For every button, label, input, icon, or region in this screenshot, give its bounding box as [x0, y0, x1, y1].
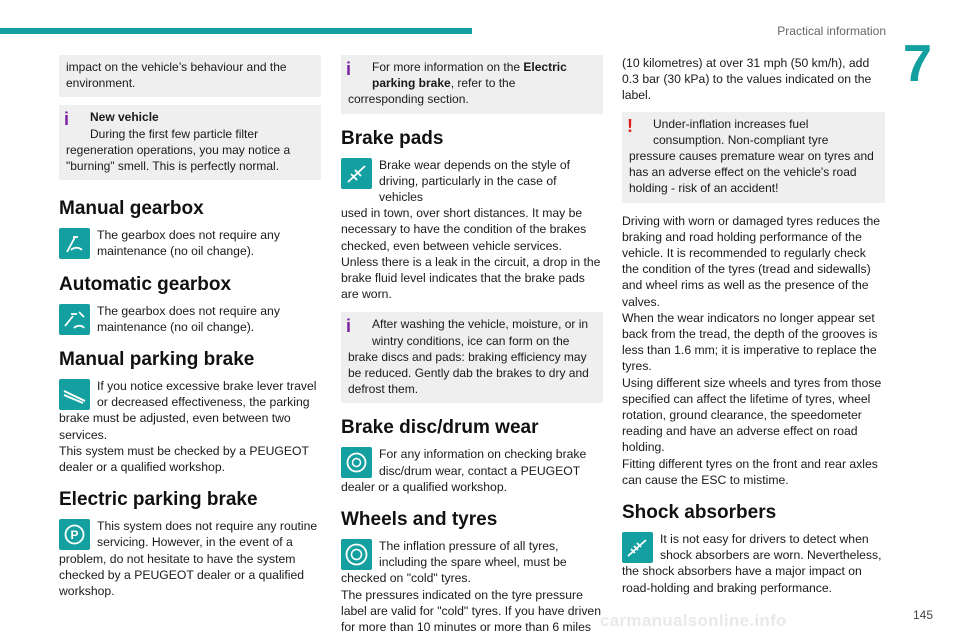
watermark: carmanualsonline.info	[600, 611, 787, 630]
note-box-environment	[59, 55, 321, 97]
text: Unless there is a leak in the circuit, a drop in the brake fluid level indicates that the brake pads are worn.	[341, 254, 601, 302]
text: For any information on checking brake disc/drum wear, contact a PEUGEOT	[379, 447, 587, 478]
info-text: regeneration operations, you may notice a "burning" smell. This is perfectly normal.	[66, 142, 291, 174]
text: brake must be adjusted, even between two services.	[59, 411, 291, 442]
column-3	[622, 55, 885, 596]
paragraph-manual-gearbox	[59, 227, 321, 259]
info-box-new-vehicle	[59, 105, 321, 180]
text: (10 kilometres) at over 31 mph (50 km/h), add 0.3 bar (30 kPa) to the values indicated on the label.	[622, 56, 872, 103]
info-text: corresponding section.	[348, 92, 469, 107]
column-1	[59, 55, 321, 599]
paragraph-wheels	[341, 538, 603, 570]
info-icon: i	[346, 59, 352, 79]
chapter-number: 7	[903, 35, 932, 93]
parking-brake-lever-icon	[59, 379, 90, 410]
text: If you notice excessive brake lever travel or decreased effectiveness, the parking	[97, 379, 317, 410]
warning-icon: !	[627, 115, 633, 136]
heading-brake-pads: Brake pads	[341, 127, 444, 149]
info-icon: i	[64, 109, 70, 130]
link-text: Electric parking brake	[372, 60, 567, 91]
paragraph-shock-absorbers	[622, 531, 885, 563]
paragraph-electric-parking-brake	[59, 518, 321, 550]
svg-text:P: P	[70, 528, 79, 543]
text: This system must be checked by a PEUGEOT dealer or a qualified workshop.	[59, 443, 309, 475]
warning-box-underinflation	[622, 112, 885, 203]
info-title: New vehicle	[90, 110, 159, 125]
text: For more information on the	[372, 60, 524, 74]
info-box-electric-brake	[341, 55, 603, 114]
info-text: brake discs and pads: braking efficiency may be reduced. Gently dab the brakes to dry and defrost them.	[348, 349, 589, 397]
heading-electric-parking-brake: Electric parking brake	[59, 489, 258, 511]
paragraph-manual-parking-brake	[59, 378, 321, 410]
shock-absorber-icon	[622, 532, 653, 563]
heading-manual-parking-brake: Manual parking brake	[59, 349, 255, 371]
brake-pads-icon	[341, 158, 372, 189]
heading-manual-gearbox: Manual gearbox	[59, 198, 204, 220]
page-number: 145	[913, 608, 934, 622]
text: Fitting different tyres on the front and rear axles can cause the ESC to mistime.	[622, 456, 878, 487]
info-icon: i	[346, 316, 352, 337]
text: The gearbox does not require any maintenance (no oil change).	[97, 303, 280, 334]
text: The gearbox does not require any maintenance (no oil change).	[97, 228, 280, 259]
info-line	[348, 59, 596, 91]
warning-text: pressure causes premature wear on tyres and has an adverse effect on the vehicle's road holding - risk of an accident!	[629, 149, 874, 196]
paragraph-brake-disc	[341, 446, 603, 478]
section-title: Practical information	[777, 24, 886, 38]
text: dealer or a qualified workshop.	[341, 479, 507, 494]
text: The pressures indicated on the tyre pressure label are valid for "cold" tyres. If you have driven for more than 10 minutes or more than 6 miles	[341, 587, 601, 635]
text: problem, do not hesitate to have the system checked by a PEUGEOT dealer or a qualified workshop.	[59, 551, 305, 599]
tyre-icon	[341, 539, 372, 570]
automatic-gearbox-icon	[59, 304, 90, 335]
info-line: After washing the vehicle, moisture, or in wintry conditions, ice can form on the	[372, 317, 589, 348]
info-box-washing	[341, 312, 603, 403]
text: It is not easy for drivers to detect when shock absorbers are worn. Nevertheless,	[660, 532, 882, 563]
warning-line: Under-inflation increases fuel consumption. Non-compliant tyre	[653, 116, 829, 147]
text: This system does not require any routine servicing. However, in the event of a	[97, 519, 318, 550]
column-2	[341, 55, 603, 635]
heading-shock-absorbers: Shock absorbers	[622, 502, 777, 524]
heading-wheels-tyres: Wheels and tyres	[341, 509, 498, 531]
header-accent-bar	[0, 28, 472, 34]
text: The inflation pressure of all tyres, including the spare wheel, must be	[379, 539, 567, 570]
text: , refer to the	[450, 76, 516, 91]
text: checked on "cold" tyres.	[341, 571, 471, 586]
info-line: During the first few particle filter	[90, 126, 259, 141]
electric-parking-brake-icon	[59, 519, 90, 550]
paragraph-automatic-gearbox	[59, 303, 321, 335]
text: used in town, over short distances. It may be necessary to have the condition of the brakes checked, even between vehicle services.	[341, 206, 587, 253]
text: Brake wear depends on the style of driving, particularly in the case of vehicles	[379, 157, 571, 205]
text: Using different size wheels and tyres from those specified can affect the lifetime of tyres, wheel rotation, ground clearance, the speedometer reading and have an adverse effect on road holding.	[622, 375, 882, 455]
heading-brake-disc-wear: Brake disc/drum wear	[341, 417, 539, 439]
brake-disc-icon	[341, 447, 372, 478]
text: the shock absorbers have a major impact on road-holding and braking performance.	[622, 564, 862, 595]
gearbox-icon	[59, 228, 90, 259]
note-text: impact on the vehicle’s behaviour and the environment.	[66, 60, 287, 91]
heading-automatic-gearbox: Automatic gearbox	[59, 273, 232, 295]
text: When the wear indicators no longer appear set back from the tread, the depth of the grooves is less than 1.6 mm; it is imperative to replace the tyres.	[622, 310, 878, 374]
text: Driving with worn or damaged tyres reduces the braking and road holding performance of the vehicle. It is recommended to regularly check the condition of the tyres (tread and sidewalls) and wheel rims as well as the presence of the valves.	[622, 213, 881, 309]
paragraph-brake-pads	[341, 157, 603, 206]
